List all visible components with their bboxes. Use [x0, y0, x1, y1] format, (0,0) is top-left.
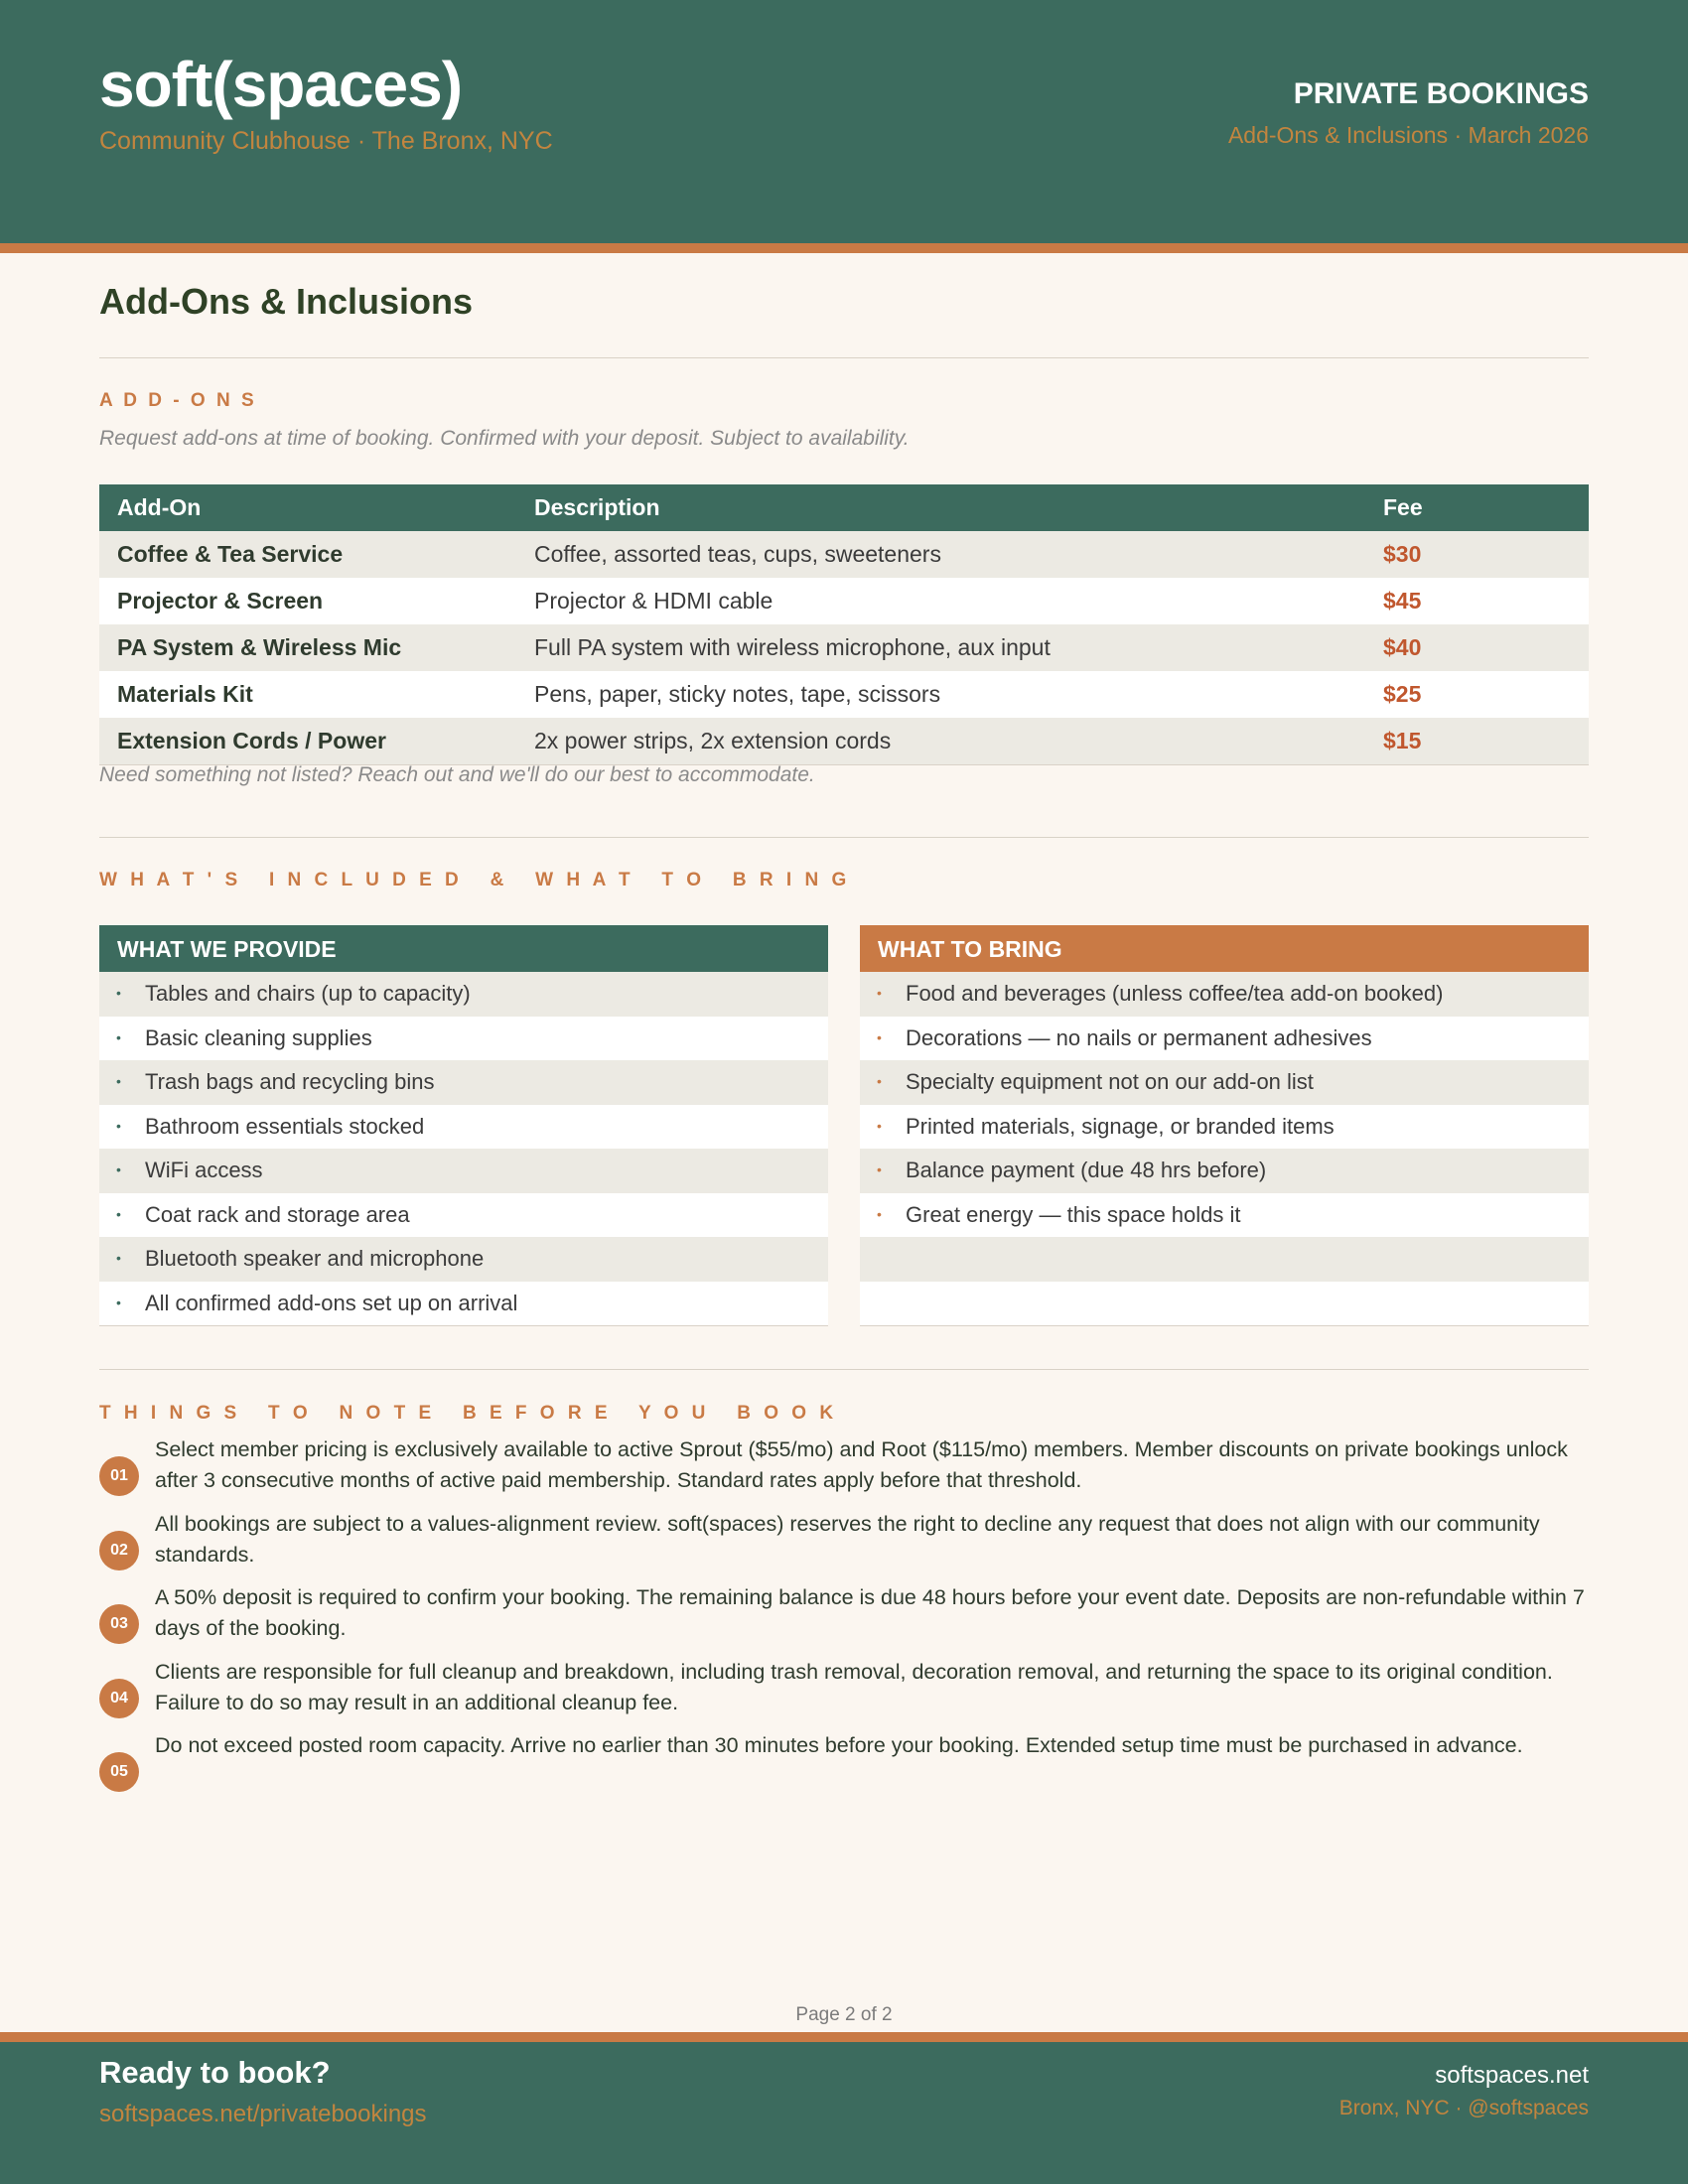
list-item-text: WiFi access	[145, 1158, 263, 1183]
addon-fee: $40	[1365, 624, 1589, 671]
bullet-icon: •	[116, 1073, 121, 1090]
list-item	[99, 1509, 1589, 1583]
list-item	[860, 1149, 1589, 1193]
list-item	[99, 1237, 828, 1282]
provide-list	[99, 925, 828, 1326]
addon-description: Full PA system with wireless microphone, aux input	[516, 624, 1365, 671]
addon-name: Coffee & Tea Service	[99, 531, 516, 578]
list-item	[860, 1105, 1589, 1150]
bring-list	[860, 925, 1589, 1326]
list-item	[860, 1193, 1589, 1238]
section-label-addons: A D D - O N S	[99, 390, 257, 411]
provide-header: WHAT WE PROVIDE	[99, 925, 828, 972]
list-item-text: Food and beverages (unless coffee/tea add-on booked)	[906, 981, 1444, 1007]
footer-accent-stripe	[0, 2032, 1688, 2042]
section-label-included: W H A T ' S I N C L U D E D & W H A T T O B R I N G	[99, 870, 851, 890]
list-item	[99, 972, 828, 1017]
addon-description: Pens, paper, sticky notes, tape, scissors	[516, 671, 1365, 718]
page-title: Add-Ons & Inclusions	[99, 281, 474, 322]
addons-table	[99, 484, 1589, 765]
note-text: All bookings are subject to a values-alignment review. soft(spaces) reserves the right to decline any request that does not align with our community standards.	[155, 1511, 1540, 1567]
list-item-text: Trash bags and recycling bins	[145, 1069, 435, 1095]
footer-cta: Ready to book?	[99, 2055, 331, 2090]
list-item	[99, 1657, 1589, 1731]
list-item-empty	[860, 1237, 1589, 1282]
addon-name: Extension Cords / Power	[99, 718, 516, 764]
table-row	[99, 578, 1589, 624]
bullet-icon: •	[116, 1294, 121, 1310]
table-row	[99, 671, 1589, 718]
list-item	[99, 1060, 828, 1105]
bring-header: WHAT TO BRING	[860, 925, 1589, 972]
list-item	[99, 1193, 828, 1238]
header-accent-stripe	[0, 243, 1688, 253]
bullet-icon: •	[116, 985, 121, 1002]
column-header-fee: Fee	[1365, 484, 1589, 531]
addon-fee: $25	[1365, 671, 1589, 718]
bullet-icon: •	[877, 1073, 882, 1090]
booking-link[interactable]: softspaces.net/privatebookings	[99, 2101, 427, 2127]
list-item-text: Bluetooth speaker and microphone	[145, 1246, 485, 1272]
notes-list	[99, 1434, 1589, 1805]
note-number-badge: 04	[99, 1679, 139, 1718]
footer-location-handle: Bronx, NYC · @softspaces	[1338, 2097, 1589, 2119]
addon-name: Materials Kit	[99, 671, 516, 718]
list-item	[99, 1434, 1589, 1509]
list-item	[99, 1149, 828, 1193]
bullet-icon: •	[116, 1250, 121, 1267]
note-text: Select member pricing is exclusively available to active Sprout ($55/mo) and Root ($115/mo) members. Member discounts on private bookings unlock after 3 consecutive months of active paid membership. Standard rates apply before that threshold.	[155, 1437, 1568, 1492]
list-item-text: Decorations — no nails or permanent adhesives	[906, 1024, 1372, 1050]
list-item-text: All confirmed add-ons set up on arrival	[145, 1290, 518, 1315]
list-item	[99, 1582, 1589, 1657]
list-item	[860, 1017, 1589, 1061]
addon-description: Coffee, assorted teas, cups, sweeteners	[516, 531, 1365, 578]
column-header-addon: Add-On	[99, 484, 516, 531]
list-item-text: Balance payment (due 48 hrs before)	[906, 1158, 1267, 1183]
list-item-text: Great energy — this space holds it	[906, 1201, 1241, 1227]
section-label-notes: T H I N G S T O N O T E B E F O R E Y O U B O O K	[99, 1403, 838, 1424]
list-item-text: Tables and chairs (up to capacity)	[145, 981, 471, 1007]
list-item-text: Specialty equipment not on our add-on list	[906, 1069, 1314, 1095]
bullet-icon: •	[116, 1028, 121, 1045]
page-number: Page 2 of 2	[795, 2004, 893, 2025]
list-item-text: Basic cleaning supplies	[145, 1024, 372, 1050]
note-number-badge: 02	[99, 1531, 139, 1570]
brand-logo: soft(spaces)	[99, 49, 462, 120]
addon-description: 2x power strips, 2x extension cords	[516, 718, 1365, 764]
table-header-row	[99, 484, 1589, 531]
note-number-badge: 01	[99, 1456, 139, 1496]
table-row	[99, 718, 1589, 764]
bullet-icon: •	[116, 1161, 121, 1178]
divider	[99, 837, 1589, 838]
note-number-badge: 05	[99, 1752, 139, 1792]
document-subtitle: Add-Ons & Inclusions · March 2026	[1227, 122, 1589, 148]
note-text: Clients are responsible for full cleanup and breakdown, including trash removal, decoration removal, and returning the space to its original condition. Failure to do so may result in an additional cleanup fee.	[155, 1659, 1553, 1714]
list-item-text: Printed materials, signage, or branded items	[906, 1113, 1335, 1139]
list-bottom-rule	[860, 1325, 1589, 1326]
list-item	[860, 1060, 1589, 1105]
note-text: A 50% deposit is required to confirm your booking. The remaining balance is due 48 hours before your event date. Deposits are non-refundable within 7 days of the booking.	[155, 1585, 1585, 1640]
bullet-icon: •	[116, 1205, 121, 1222]
bullet-icon: •	[877, 1161, 882, 1178]
column-header-description: Description	[516, 484, 1365, 531]
bullet-icon: •	[877, 1117, 882, 1134]
addons-note: Need something not listed? Reach out and we'll do our best to accommodate.	[99, 763, 815, 786]
list-item	[860, 972, 1589, 1017]
addon-fee: $15	[1365, 718, 1589, 764]
list-item	[99, 1730, 1589, 1805]
bullet-icon: •	[116, 1117, 121, 1134]
addon-fee: $45	[1365, 578, 1589, 624]
addon-name: PA System & Wireless Mic	[99, 624, 516, 671]
list-item-text: Coat rack and storage area	[145, 1201, 410, 1227]
note-text: Do not exceed posted room capacity. Arrive no earlier than 30 minutes before your booking. Extended setup time must be purchased in advance.	[155, 1733, 1523, 1757]
website-link[interactable]: softspaces.net	[1435, 2062, 1589, 2089]
divider	[99, 1369, 1589, 1370]
table-row	[99, 531, 1589, 578]
divider	[99, 357, 1589, 358]
list-item	[99, 1282, 828, 1326]
bullet-icon: •	[877, 985, 882, 1002]
list-item-empty	[860, 1282, 1589, 1326]
addon-fee: $30	[1365, 531, 1589, 578]
list-item-text: Bathroom essentials stocked	[145, 1113, 425, 1139]
addon-name: Projector & Screen	[99, 578, 516, 624]
list-item	[99, 1017, 828, 1061]
note-number-badge: 03	[99, 1604, 139, 1644]
document-title: PRIVATE BOOKINGS	[1293, 77, 1589, 110]
brand-location: Community Clubhouse · The Bronx, NYC	[99, 127, 553, 155]
bullet-icon: •	[877, 1028, 882, 1045]
table-row	[99, 624, 1589, 671]
bullet-icon: •	[877, 1205, 882, 1222]
list-bottom-rule	[99, 1325, 828, 1326]
list-item	[99, 1105, 828, 1150]
addon-description: Projector & HDMI cable	[516, 578, 1365, 624]
addons-intro: Request add-ons at time of booking. Confirmed with your deposit. Subject to availability.	[99, 427, 910, 450]
